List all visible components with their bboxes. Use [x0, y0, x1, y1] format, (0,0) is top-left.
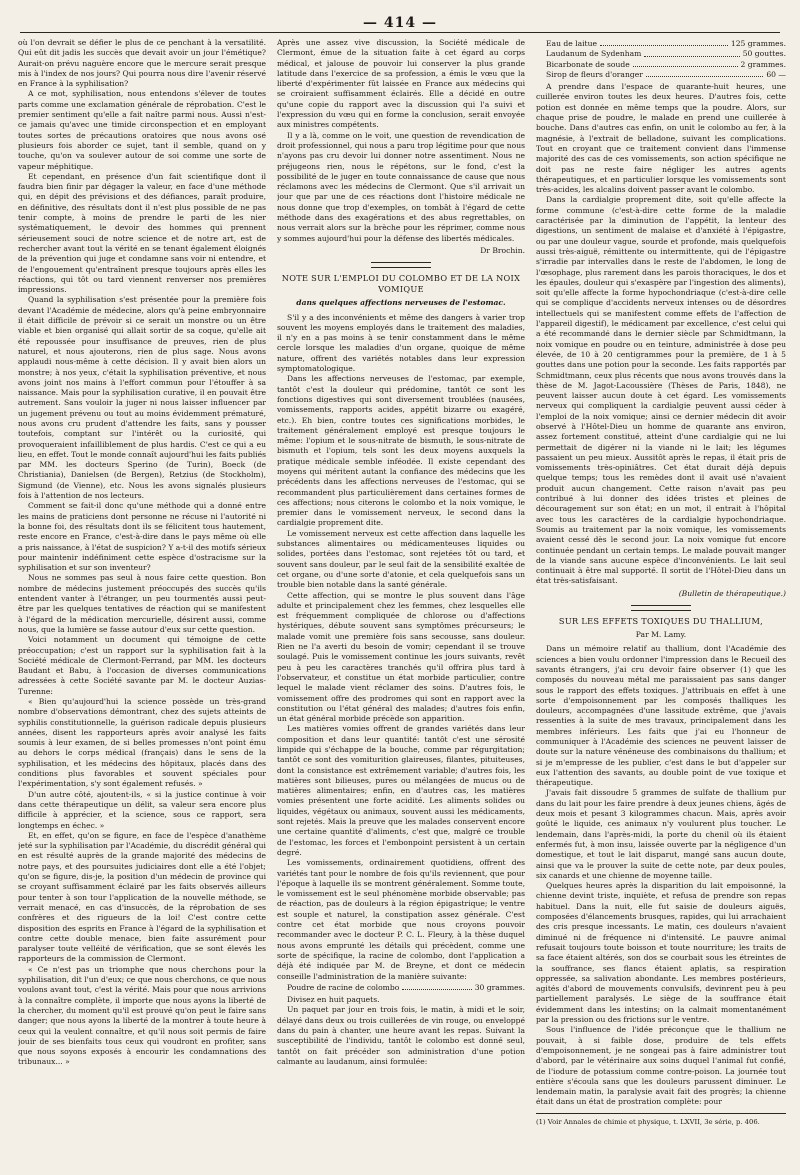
ingredient-name: Poudre de racine de colombo — [287, 982, 400, 992]
section-divider — [371, 262, 431, 268]
article-subtitle: dans quelques affections nerveuses de l'estomac. — [296, 298, 506, 308]
prescription-line — [277, 983, 525, 993]
paragraph: Le vomissement nerveux est cette affection dans laquelle les substances alimentaires ou médicamenteuses liquides ou solides, portées dans l'estomac, sont rejetées tôt ou tard, et souvent sans douleur, par le seul fait de la sensibilité exaltée de cet organe, ou d'une sorte d'atonie, et cela quelquefois sans un trouble bien notable dans la santé générale. — [277, 528, 525, 590]
paragraph: Après une assez vive discussion, la Société médicale de Clermont, émue de la situation faite à cet égard au corps médical, et jalouse de pouvoir lui conserver la plus grande latitude dans l'exercice de sa profession, a émis le vœu que la liberté d'expérimenter fût laissée en France aux médecins qui se croiraient suffisamment éclairés. Elle a décidé en outre qu'une copie du rapport avec la discussion qui l'a suivi et l'expression du vœu qui en forme la conclusion, serait envoyée aux ministres compétents. — [277, 38, 525, 130]
ingredient-dose: 60 — — [766, 69, 786, 79]
leader-dots — [646, 70, 764, 77]
author-signature: Dr Brochin. — [480, 245, 525, 255]
paragraph: Quand la syphilisation s'est présentée pour la première fois devant l'Académie de médecine, alors qu'à peine embryonnaire il était difficile de prévoir si ce serait un monstre ou un être viable et bien organisé qui allait sortir de sa coque, qu'elle ait été repoussée pour insuffisance de preuves, rien de plus naturel, et nous ajouterons, rien de plus sage. Nous avons applaudi nous-même à cette décision. Il y avait bien alors un monstre; à nos yeux, c'était la syphilisation préventive, et nous avons joint nos mains à l'effort commun pour l'étouffer à sa naissance. Mais pour la syphilisation curative, il en pouvait être autrement. Sans vouloir la juger ni nous laisser influencer par un jugement prévenu ou tout au moins évidemment prématuré, nous avons cru prudent d'attendre les faits, sans y pousser toutefois, comptant sur l'intérêt ou la curiosité, qui provoqueraient infailliblement de plus hardis. C'est ce qui a eu lieu, en effet. Tout le monde connaît aujourd'hui les faits publiés par MM. les docteurs Sperino (de Turin), Boeck (de Christiania), Danielsen (de Bergen), Retzius (de Stockholm), Sigmund (de Vienne), etc. Nous les avons signalés plusieurs fois à l'attention de nos lecteurs. — [18, 295, 266, 501]
source-citation: (Bulletin de thérapeutique.) — [678, 588, 786, 598]
paragraph: A ce mot, syphilisation, nous entendons s'élever de toutes parts comme une exclamation générale de réprobation. C'est le premier sentiment qu'elle a fait naître parmi nous. Aussi n'est-ce jamais qu'avec une timide circonspection et en employant toutes sortes de précautions oratoires que nous avons osé plusieurs fois aborder ce sujet, tant il semble, quand on y touche, qu'on va soulever autour de soi comme une sorte de vapeur méphitique. — [18, 89, 266, 171]
paragraph: S'il y a des inconvénients et même des dangers à varier trop souvent les moyens employés dans le traitement des maladies, il n'y en a pas moins à se tenir constamment dans le même cercle lorsque les maladies d'un organe, quoique de même nature, offrent des variétés notables dans leur expression symptomatologique. — [277, 312, 525, 374]
paragraph: J'avais fait dissoudre 5 grammes de sulfate de thallium pur dans du lait pour les faire prendre à deux jeunes chiens, âgés de deux mois et pesant 3 kilogrammes chacun. Mais, après avoir goûté le liquide, ces animaux n'y voulurent plus toucher. Le lendemain, dans l'après-midi, la porte du chenil où ils étaient enfermés fut, à mon insu, laissée ouverte par la négligence d'un domestique, et tout le lait disparut, mangé sans aucun doute, ainsi que va le prouver la suite de cette note, par deux poules, six canards et une chienne de moyenne taille. — [536, 788, 786, 880]
paragraph: Et cependant, en présence d'un fait scientifique dont il faudra bien finir par dégager la valeur, en face d'une méthode qui, en dépit des prévisions et des défiances, paraît produire, en définitive, des résultats dont il n'est plus possible de ne pas tenir compte, à moins de prendre le parti de les nier systématiquement, le devoir des hommes qui prennent sérieusement souci de notre science et de notre art, est de rechercher avant tout la vérité en se tenant également éloignés de la prévention qui juge et condamne sans voir ni entendre, et de l'engouement qu'entraînent presque toujours après elles les réactions, qui tôt ou tard viennent renverser nos premières impressions. — [18, 171, 266, 295]
prescription-line — [536, 70, 786, 80]
ingredient-name: Bicarbonate de soude — [546, 59, 630, 69]
prescription-line — [536, 60, 786, 70]
footnote: (1) Voir Annales de chimie et physique, t. LXVII, 3e série, p. 406. — [536, 1117, 760, 1126]
page-number: — 414 — — [363, 15, 437, 31]
paragraph: Dans les affections nerveuses de l'estomac, par exemple, tantôt c'est la douleur qui prédomine, tantôt ce sont les fonctions digestives qui sont diversement troublées (nausées, vomissements, rapports acides, appétit bizarre ou exagéré, etc.). Eh bien, contre toutes ces significations morbides, le traitement généralement employé est presque toujours le même: l'opium et le sous-nitrate de bismuth, le sous-nitrate de bismuth et l'opium, tels sont les deux moyens auxquels la pratique médicale semble inféodée. Il existe cependant des moyens qui méritent autant la confiance des médecins que les précédents dans les affections nerveuses de l'estomac, qui se recommandent plus particulièrement dans certaines formes de ces affections; nous citerons le colombo et la noix vomique, le premier dans le vomissement nerveux, le second dans la cardialgie proprement dite. — [277, 374, 525, 528]
ingredient-dose: 125 grammes. — [730, 39, 786, 48]
page-header — [20, 14, 780, 33]
leader-dots — [402, 983, 471, 990]
ingredient-name: Sirop de fleurs d'oranger — [546, 69, 643, 79]
paragraph: où l'on devrait se défier le plus de ce penchant à la versatilité. Qui eût dit jadis les succès que devait avoir un jour l'émétique? Aurait-on prévu naguère encore que le mercure serait presque mis à l'index de nos jours? Qui pourra nous dire l'avenir réservé en France à la syphilisation? — [18, 38, 266, 89]
paragraph: Cette affection, qui se montre le plus souvent dans l'âge adulte et principalement chez les femmes, chez lesquelles elle est fréquemment compliquée de chlorose ou d'affections hystériques, débute souvent sans symptômes précurseurs; le malade vomit une première fois sans secousse, sans douleur. Rien ne l'a averti du besoin de vomir; cependant il se trouve soulagé. Puis le vomissement continue les jours suivants, revêt peu à peu les caractères tranchés qu'il offrira plus tard à l'observateur, et constitue un état morbide particulier, contre lequel le malade vient réclamer des soins. D'autres fois, le vomissement offre des prodromes qui sont en rapport avec la constitution ou l'état général des malades; d'autres fois enfin, un état général morbide précède son apparition. — [277, 590, 525, 724]
ingredient-name: Laudanum de Sydenham — [546, 49, 642, 59]
leader-dots — [600, 39, 728, 46]
paragraph: « Bien qu'aujourd'hui la science possède un très-grand nombre d'observations démontrant, chez des sujets atteints de syphilis constitutionnelle, la guérison radicale depuis plusieurs années, disent les rapporteurs après avoir analysé les faits soumis à leur examen, de si belles promesses n'ont point ému au dehors le corps médical (français) dans le sens de la syphilisation, et les médecins des hôpitaux, placés dans des conditions plus favorables et souvent spéciales pour l'expérimentation, s'y sont également refusés. » — [18, 697, 266, 789]
column-middle — [277, 38, 525, 1163]
footnote-divider — [536, 1113, 786, 1114]
paragraph: Quelques heures après la disparition du lait empoisonné, la chienne devint triste, inquiète, et refusa de prendre son repas habituel. Dans la nuit, elle fut saisie de douleurs aiguës, composées d'élancements brusques, rapides, qui lui arrachaient des cris presque incessants. Le matin, ces douleurs n'avaient diminué ni de fréquence ni d'intensité. Le pauvre animal refusait toujours toute boisson et toute nourriture; les traits de sa face étaient altérés, son dos se courbait sous les étreintes de la souffrance, ses flancs étaient aplatis, sa respiration oppressée, sa salivation abondante. Les membres postérieurs, agités d'abord de mouvements convulsifs, devinrent peu à peu partiellement paralysés. Le siège de la souffrance était évidemment dans les intestins; on la calmait momentanément par la pression ou des frictions sur le ventre. — [536, 881, 786, 1025]
paragraph: Les vomissements, ordinairement quotidiens, offrent des variétés tant pour le nombre de fois qu'ils reviennent, que pour l'époque à laquelle ils se montrent généralement. Somme toute, le vomissement est le seul phénomène morbide observable; pas de réaction, pas de douleurs à la région épigastrique; le ventre est souple et naturel, la constipation assez générale. C'est contre cet état morbide que nous croyons pouvoir recommander avec le docteur P. C. L. Fleury, à la thèse duquel nous avons emprunté les détails qui précèdent, comme une sorte de spécifique, la racine de colombo, dont l'application a déjà été indiquée par M. de Breyne, et dont ce médecin conseille l'administration de la manière suivante: — [277, 858, 525, 981]
prescription-line — [536, 39, 786, 49]
paragraph: Comment se fait-il donc qu'une méthode qui a donné entre les mains de praticiens dont personne ne récuse ni l'autorité ni la bonne foi, des résultats dont ils se félicitent tous hautement, reste encore en France, c'est-à-dire dans le pays même où elle a pris naissance, à l'état de suspicion? Y a-t-il des motifs sérieux pour maintenir indéfiniment cette espèce d'ostracisme sur la syphilisation et sur son inventeur? — [18, 501, 266, 573]
column-left — [18, 38, 266, 1163]
prescription-line — [536, 49, 786, 59]
ingredient-dose: 30 grammes. — [474, 982, 525, 992]
paragraph: Nous ne sommes pas seul à nous faire cette question. Bon nombre de médecins justement préoccupés des succès qu'ils entendent vanter à l'étranger, un peu tourmentés aussi peut-être par les quelques tentatives de réaction qui se manifestent à l'égard de la médication mercurielle, désirent aussi, comme nous, que la lumière se fasse autour d'eux sur cette question. — [18, 573, 266, 634]
section-divider — [631, 605, 691, 611]
paragraph: Un paquet par jour en trois fois, le matin, à midi et le soir, délayé dans deux ou trois cuillerées de vin rouge, ou enveloppé dans du pain à chanter, une heure avant les repas. Suivant la susceptibilité de l'individu, tantôt le colombo est donné seul, tantôt on fait précéder son administration d'une potion calmante au laudanum, ainsi formulée: — [277, 1005, 525, 1066]
paragraph: Dans un mémoire relatif au thallium, dont l'Académie des sciences a bien voulu ordonner l'impression dans le Recueil des savants étrangers, j'ai cru devoir faire observer (1) que les composés du nouveau métal me paraissaient pas sans danger sous le rapport des effets toxiques. J'attribuais en effet à une sorte d'empoisonnement par les composés thalliques les douleurs, accompagnées d'une lassitude extrême, que j'avais ressenties à la suite de mes travaux, principalement dans les membres inférieurs. Les faits que j'ai eu l'honneur de communiquer à l'Académie des sciences ne peuvent laisser de doute sur la nature vénéneuse des combinaisons du thallium; et si je m'empresse de les publier, c'est dans le but d'appeler sur eux l'attention des savants, au double point de vue toxique et thérapeutique. — [536, 644, 786, 788]
ingredient-dose: 50 gouttes. — [742, 49, 786, 59]
article-author: Par M. Lamy. — [635, 630, 687, 640]
column-right — [536, 38, 786, 1163]
paragraph: Sous l'influence de l'idée préconçue que le thallium ne pouvait, à si faible dose, produire de tels effets d'empoisonnement, je ne songeai pas à faire administrer tout d'abord, par le vétérinaire aux soins duquel l'animal fut confié, de l'iodure de potassium comme contre-poison. La journée tout entière s'écoula sans que les douleurs parussent diminuer. Le lendemain matin, la paralysie avait fait des progrès; la chienne était dans un état de prostration complète: pour — [536, 1025, 786, 1107]
ingredient-dose: 2 grammes. — [740, 59, 786, 69]
prescription-list — [277, 983, 525, 993]
article-title: SUR LES EFFETS TOXIQUES DU THALLIUM, — [558, 616, 764, 627]
leader-dots — [633, 60, 738, 67]
paragraph: Et, en effet, qu'on se figure, en face de l'espèce d'anathème jeté sur la syphilisation par l'Académie, du discrédit général qui en est résulté auprès de la grande majorité des médecins de notre pays, et des poursuites judiciaires dont elle a été l'objet; qu'on se figure, dis-je, la position d'un médecin de province qui se croyant suffisamment éclairé par les faits observés ailleurs pour tenter à son tour l'application de la nouvelle méthode, se verrait menacé, en cas d'insuccès, de la réprobation de ses confrères et des rigueurs de la loi! C'est contre cette disposition des esprits en France à l'égard de la syphilisation et contre cette double menace, bien faite assurément pour paralyser toute velléité de vérification, que se sont élevés les rapporteurs de la commission de Clermont. — [18, 830, 266, 964]
paragraph: Voici notamment un document qui témoigne de cette préoccupation; c'est un rapport sur la syphilisation fait à la Société médicale de Clermont-Ferrand, par MM. les docteurs Baudant et Babu, à l'occasion de diverses communications adressées à cette Société savante par M. le docteur Auzias-Turenne: — [18, 635, 266, 696]
paragraph: Divisez en huit paquets. — [287, 995, 380, 1005]
paragraph: A prendre dans l'espace de quarante-huit heures, une cuillerée environ toutes les deux heures. D'autres fois, cette potion est donnée en même temps que la poudre. Alors, sur chaque prise de poudre, le malade en prend une cuillerée à bouche. Dans d'autres cas enfin, on unit le colombo au fer, à la magnésie, à l'extrait de belladone, suivant les complications. Tout en croyant que ce traitement convient dans l'immense majorité des cas de ces vomissements, son action spécifique ne doit pas ne reste faire négliger les autres agents thérapeutiques, et en particulier lorsque les vomissements sont très-acides, les alcalins doivent passer avant le colombo. — [536, 82, 786, 195]
prescription-list — [536, 39, 786, 80]
paragraph: Dans la cardialgie proprement dite, soit qu'elle affecte la forme commune (c'est-à-dire cette forme de la maladie caractérisée par la diminution de l'appétit, la lenteur des digestions, un sentiment de malaise et d'anxiété à l'épigastre, ou par une douleur vague, sourde et profonde, mais quelquefois aussi très-aiguë, rémittente ou intermittente, qui de l'épigastre s'irradie par intervalles dans le reste de l'abdomen, le long de l'œsophage, plus rarement dans les parois thoraciques, le dos et les épaules, douleur qui s'exaspère par l'ingestion des aliments), soit qu'elle affecte la forme hypochondriaque (c'est-à-dire celle qui se complique d'accidents nerveux intenses ou de désordres intellectuels qui se manifestent comme effets de l'affection de l'appareil digestif), le médicament par excellence, c'est celui qui a été recommandé dans le dernier siècle par Schmidtmann, la noix vomique en poudre ou en teinture, administrée à dose peu élevée, de 10 à 20 centigrammes pour la première, de 1 à 5 gouttes dans une potion pour la seconde. Les faits rapportés par Schmidtmann, ceux plus récents que nous avons trouvés dans la thèse de M. Jagot-Lacoussière (Thèses de Paris, 1848), ne peuvent laisser aucun doute à cet égard. Les vomissements nerveux qui compliquent la cardialgie peuvent aussi céder à l'emploi de la noix vomique; ainsi ce dernier médecin dit avoir observé à l'Hôtel-Dieu un homme de quarante ans environ, assez fortement constitué, atteint d'une cardialgie qui ne lui permettait de digérer ni la viande ni le lait; les légumes passaient un peu mieux. Aussitôt après le repas, il était pris de vomissements très-opiniâtres. Cet état durait déjà depuis quelque temps; tous les remèdes dont il avait usé n'avaient produit aucun changement. Cette raison n'avait pas peu contribué à lui donner des idées tristes et pleines de découragement sur son état; en un mot, il entrait à l'hôpital avec tous les caractères de la cardialgie hypochondriaque. Soumis au traitement par la noix vomique, les vomissements avaient cessé dès le second jour. La noix vomique fut encore continuée pendant un certain temps. Le malade pouvait manger de la viande sans aucune espèce d'inconvénients. Le lait seul continuait à être mal supporté. Il sortit de l'Hôtel-Dieu dans un état très-satisfaisant. — [536, 195, 786, 586]
paragraph: Il y a là, comme on le voit, une question de revendication de droit professionnel, qui nous a paru trop légitime pour que nous n'ayons pas cru devoir lui donner notre assentiment. Nous ne préjugeons rien, nous le répétons, sur le fond, c'est la possibilité de le juger en toute connaissance de cause que nous réclamons avec les médecins de Clermont. Que s'il arrivait un jour que par une de ces réactions dont l'histoire médicale ne nous donne que trop d'exemples, on tombât à l'égard de cette méthode dans des exagérations et des abus regrettables, on nous verrait alors sur la brèche pour les réprimer, comme nous y sommes aujourd'hui pour la défense des libertés médicales. — [277, 130, 525, 243]
paragraph: Les matières vomies offrent de grandes variétés dans leur composition et dans leur quantité: tantôt c'est une sérosité limpide qui s'échappe de la bouche, comme par régurgitation; tantôt ce sont des vomiturition glaireuses, filantes, pituiteuses, dont la consistance est extrêmement variable; d'autres fois, les matières sont bilieuses, pures ou mélangées de mucus ou de matières alimentaires; enfin, en d'autres cas, les matières vomies présentent une forte acidité. Les aliments solides ou liquides, végétaux ou animaux, souvent aussi les médicaments, sont rejetés. Mais la preuve que les malades conservent encore une certaine quantité d'aliments, c'est que, malgré ce trouble de l'estomac, les forces et l'embonpoint persistent à un certain degré. — [277, 724, 525, 857]
ingredient-name: Eau de laitue — [546, 39, 597, 48]
article-title: NOTE SUR L'EMPLOI DU COLOMBO ET DE LA NOIX VOMIQUE — [281, 273, 521, 295]
paragraph: D'un autre côté, ajoutent-ils, « si la justice continue à voir dans cette thérapeutique un délit, sa valeur sera encore plus difficile à apprécier, et la science, sous ce rapport, sera longtemps en échec. » — [18, 789, 266, 830]
leader-dots — [644, 49, 739, 56]
paragraph: « Ce n'est pas un triomphe que nous cherchons pour la syphilisation, dit l'un d'eux; ce que nous cherchons, ce que nous voulons avant tout, c'est la vérité. Mais pour que nous arrivions à la connaître complète, il importe que nous ayons la liberté de la chercher, du moment qu'il est prouvé qu'on peut le faire sans danger; que nous ayons la liberté de la montrer à toute heure à ceux qui la veulent connaître, et qu'il nous soit permis de faire jouir de ses bienfaits tous ceux qui voudront en profiter, sans que nous soyons exposés à encourir les condamnations des tribunaux... » — [18, 964, 266, 1067]
